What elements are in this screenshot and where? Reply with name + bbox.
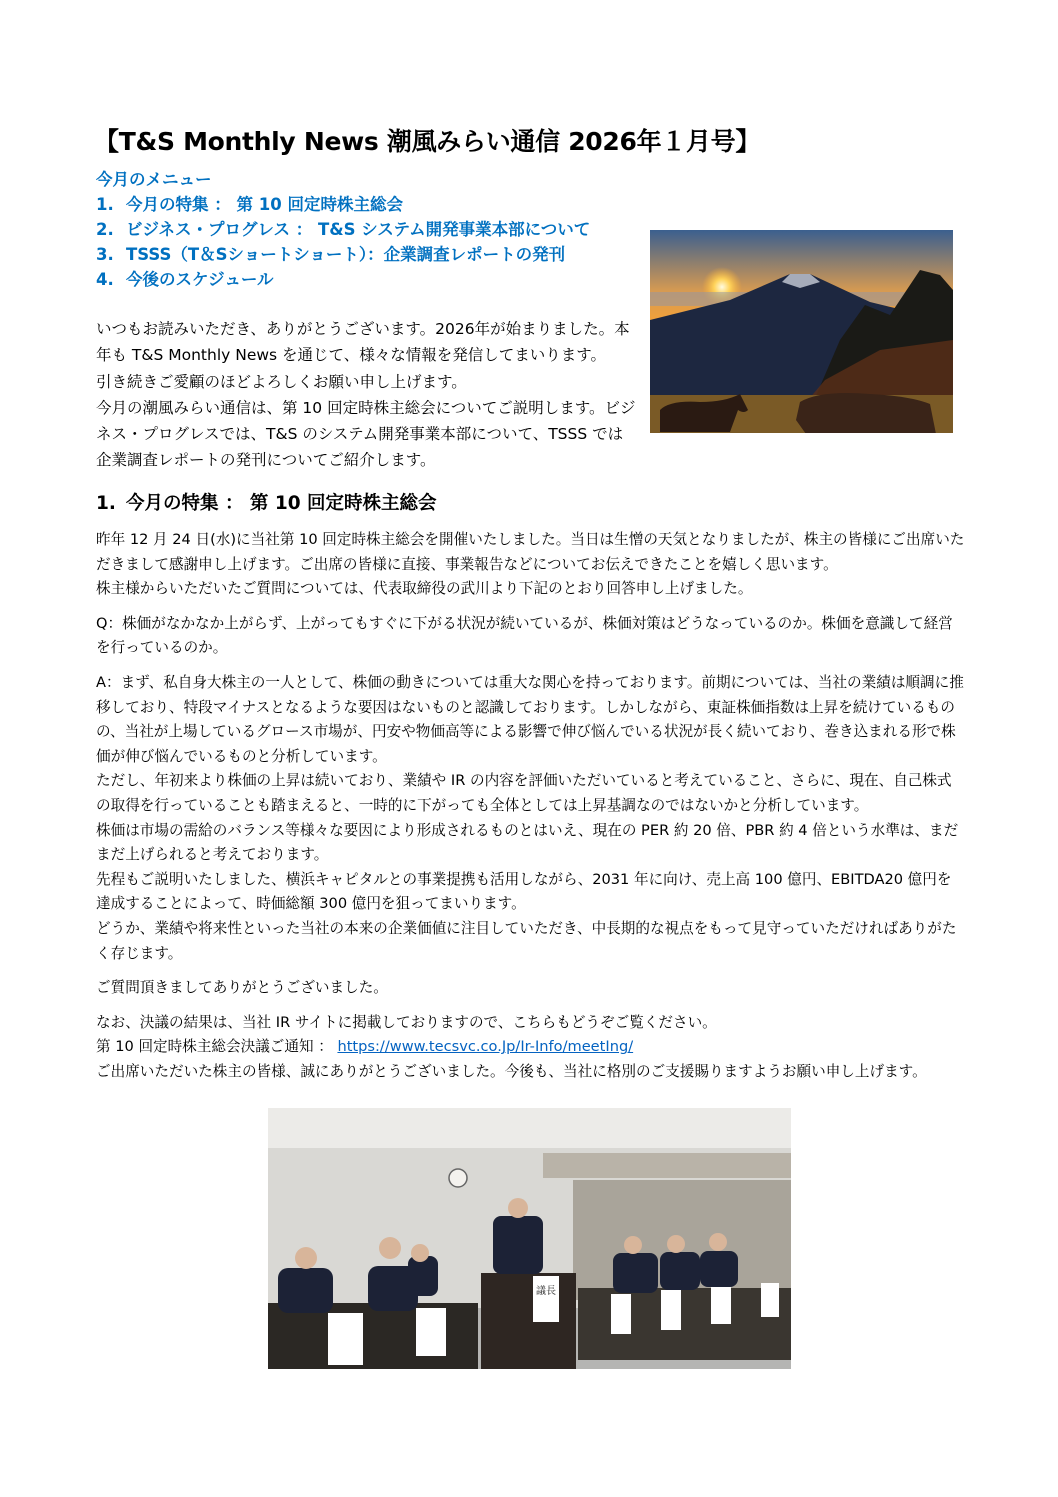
menu-item[interactable] [96, 217, 590, 242]
menu-item-number: 3. [96, 245, 114, 264]
thanks-text: ご質問頂きましてありがとうございました。 [96, 979, 388, 997]
menu-item[interactable] [96, 242, 590, 267]
menu-item-label: 今月の特集 ： 第 10 回定時株主総会 [126, 195, 403, 214]
menu-item-number: 2. [96, 220, 114, 239]
notice-line [96, 1035, 966, 1060]
menu-item-label: ビジネス・プログレス ： T&S システム開発事業本部について [126, 220, 591, 239]
intro-line: 引き続きご愛顧のほどよろしくお願い申し上げます。 [96, 372, 467, 391]
closing-text: ご出席いただいた株主の皆様、誠にありがとうございました。今後も、当社に格別のご支援賜りますようお願い申し上げます。 [96, 1062, 927, 1080]
menu-item-number: 1. [96, 195, 114, 214]
section-body [96, 528, 966, 1084]
intro-line: 今月の潮風みらい通信は、第 10 回定時株主総会についてご説明します。ビジネス・プログレスでは、T&S のシステム開発事業本部について、TSSS では企業調査レポートの発刊についてご紹介します。 [96, 398, 636, 470]
shareholders-meeting-photo [268, 1108, 791, 1369]
newsletter-title: 【T&S Monthly News 潮風みらい通信 2026年１月号】 [94, 127, 761, 156]
menu-heading: 今月のメニュー [96, 170, 212, 189]
podium-sign: 議長 [536, 1286, 556, 1297]
answer-text: ただし、年初来より株価の上昇は続いており、業績や IR の内容を評価いただいていると考えていること、さらに、現在、自己株式の取得を行っていることも踏まえると、一時的に下がっても全体としては上昇基調なのではないかと分析しています。 [96, 772, 952, 814]
answer-text: どうか、業績や将来性といった当社の本来の企業価値に注目していただき、中長期的な視点をもって見守っていただければありがたく存じます。 [96, 919, 957, 962]
section-number: 1. [96, 493, 116, 514]
question-text: Q：株価がなかなか上がらず、上がってもすぐに下がる状況が続いているが、株価対策はどうなっているのか。株価を意識して経営を行っているのか。 [96, 614, 953, 657]
answer-text: 株価は市場の需給のバランス等様々な要因により形成されるものとはいえ、現在の PER 約 20 倍、PBR 約 4 倍という水準は、まだまだ上げられると考えております。 [96, 821, 959, 864]
closing-intro: なお、決議の結果は、当社 IR サイトに掲載しておりますので、こちらもどうぞご覧ください。 [96, 1013, 717, 1031]
section-heading [96, 489, 437, 515]
intro-paragraph [96, 316, 636, 474]
answer-text: 先程もご説明いたしました、横浜キャピタルとの事業提携も活用しながら、2031 年に向け、売上高 100 億円、EBITDA20 億円を達成することによって、時価総額 300 億円を狙ってまいります。 [96, 870, 952, 913]
intro-line: いつもお読みいただき、ありがとうございます。2026年が始まりました。本年も T&S Monthly News を通じて、様々な情報を発信してまいります。 [96, 320, 630, 365]
menu-item-label: 今後のスケジュール [126, 270, 274, 289]
monthly-menu [96, 167, 590, 292]
notice-label: 第 10 回定時株主総会決議ご通知 ： [96, 1038, 338, 1056]
mount-fuji-sunrise-horses-photo [650, 230, 953, 433]
ir-meeting-link[interactable]: https://www.tecsvc.co.Jp/Ir-Info/meetIng/ [337, 1038, 634, 1056]
body-paragraph: 株主様からいただいたご質問については、代表取締役の武川より下記のとおり回答申し上げました。 [96, 580, 753, 598]
menu-item-label: TSSS（T＆Sショートショート）：企業調査レポートの発刊 [126, 245, 566, 264]
section-title: 今月の特集 ： 第 10 回定時株主総会 [126, 493, 437, 514]
menu-item[interactable] [96, 267, 590, 292]
menu-item[interactable] [96, 192, 590, 217]
answer-text: A：まず、私自身大株主の一人として、株価の動きについては重大な関心を持っております。前期については、当社の業績は順調に推移しており、特段マイナスとなるような要因はないものと認識しております。しかしながら、東証株価指数は上昇を続けているものの、当社が上場しているグロース市場が、円安や物価高等による影響で伸び悩んでいる状況が長く続いており、巻き込まれる形で株価が伸び悩んでいるものと分析しています。 [96, 673, 964, 765]
body-paragraph: 昨年 12 月 24 日(水)に当社第 10 回定時株主総会を開催いたしました。当日は生憎の天気となりましたが、株主の皆様にご出席いただきまして感謝申し上げます。ご出席の皆様に直接、事業報告などについてお伝えできたことを嬉しく思います。 [96, 531, 965, 573]
menu-item-number: 4. [96, 270, 114, 289]
